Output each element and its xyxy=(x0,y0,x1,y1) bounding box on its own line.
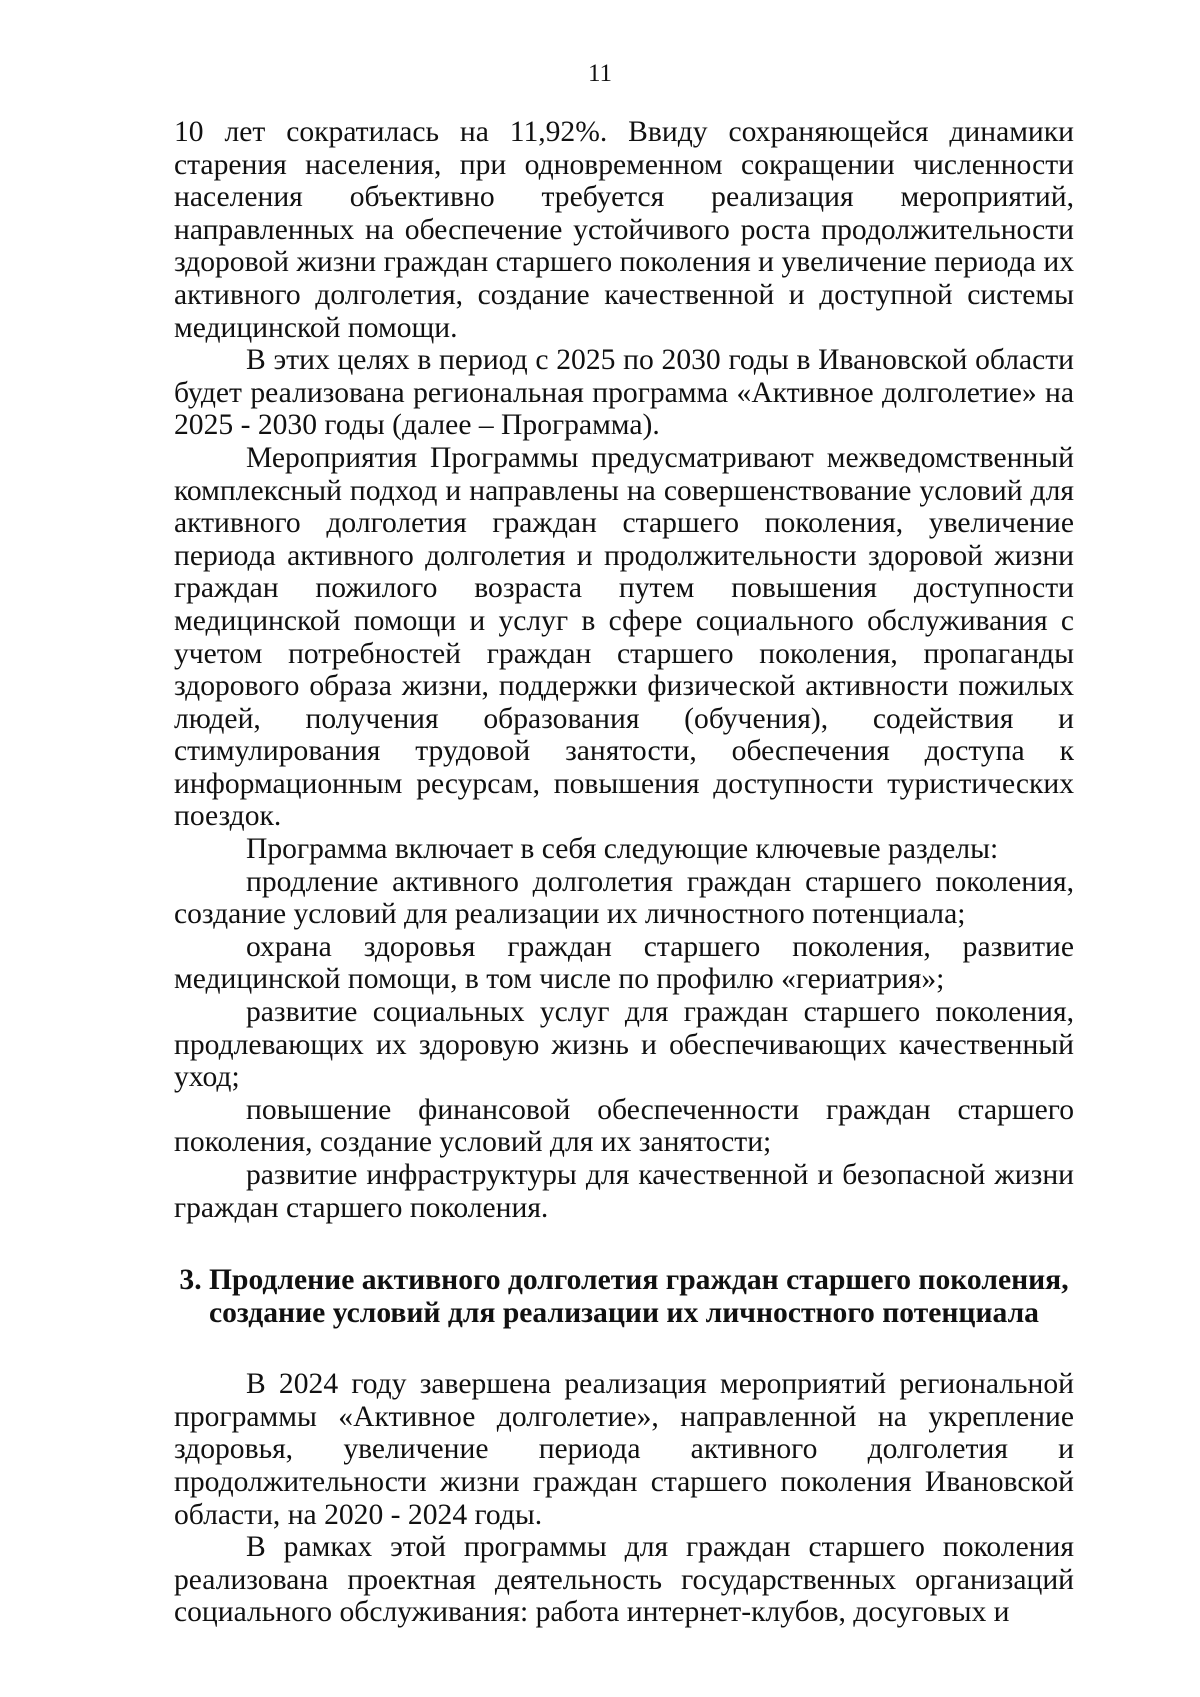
paragraph-3: Мероприятия Программы предусматривают межведомственный комплексный подход и направлены на совершенствование условий для активного долголетия граждан старшего поколения, увеличение периода активного долголетия и продолжительности здоровой жизни граждан пожилого возраста путем повышения доступности медицинской помощи и услуг в сфере социального обслуживания с учетом потребностей граждан старшего поколения, пропаганды здорового образа жизни, поддержки физической активности пожилых людей, получения образования (обучения), содействия и стимулирования трудовой занятости, обеспечения доступа к информационным ресурсам, повышения доступности туристических поездок. xyxy=(174,441,1074,833)
paragraph-11: В рамках этой программы для граждан старшего поколения реализована проектная деятельность государственных организаций социального обслуживания: работа интернет-клубов, досуговых и xyxy=(174,1531,1074,1629)
page-number: 11 xyxy=(587,60,613,87)
list-item-section-1: продление активного долголетия граждан старшего поколения, создание условий для реализации их личностного потенциала; xyxy=(174,865,1074,931)
paragraph-10: В 2024 году завершена реализация мероприятий региональной программы «Активное долголетие», направленной на укрепление здоровья, увеличение периода активного долголетия и продолжительности жизни граждан старшего поколения Ивановской области, на 2020 - 2024 годы. xyxy=(174,1368,1074,1531)
document-body xyxy=(174,116,1074,1629)
section-heading-line-2: создание условий для реализации их личностного потенциала xyxy=(209,1297,1039,1330)
list-item-section-5: развитие инфраструктуры для качественной и безопасной жизни граждан старшего поколения. xyxy=(174,1159,1074,1224)
section-heading xyxy=(174,1264,1074,1330)
list-item-section-3: развитие социальных услуг для граждан старшего поколения, продлевающих их здоровую жизнь и обеспечивающих качественный уход; xyxy=(174,996,1074,1094)
paragraph-2: В этих целях в период с 2025 по 2030 годы в Ивановской области будет реализована региональная программа «Активное долголетие» на 2025 - 2030 годы (далее – Программа). xyxy=(174,344,1074,442)
list-item-section-4: повышение финансовой обеспеченности граждан старшего поколения, создание условий для их занятости; xyxy=(174,1093,1074,1159)
section-heading-line-1: 3. Продление активного долголетия граждан старшего поколения, xyxy=(179,1264,1069,1297)
list-item-section-2: охрана здоровья граждан старшего поколения, развитие медицинской помощи, в том числе по профилю «гериатрия»; xyxy=(174,930,1074,996)
paragraph-4: Программа включает в себя следующие ключевые разделы: xyxy=(246,833,999,866)
paragraph-1: 10 лет сократилась на 11,92%. Ввиду сохраняющейся динамики старения населения, при одновременном сокращении численности населения объективно требуется реализация мероприятий, направленных на обеспечение устойчивого роста продолжительности здоровой жизни граждан старшего поколения и увеличение периода их активного долголетия, создание качественной и доступной системы медицинской помощи. xyxy=(174,116,1074,344)
